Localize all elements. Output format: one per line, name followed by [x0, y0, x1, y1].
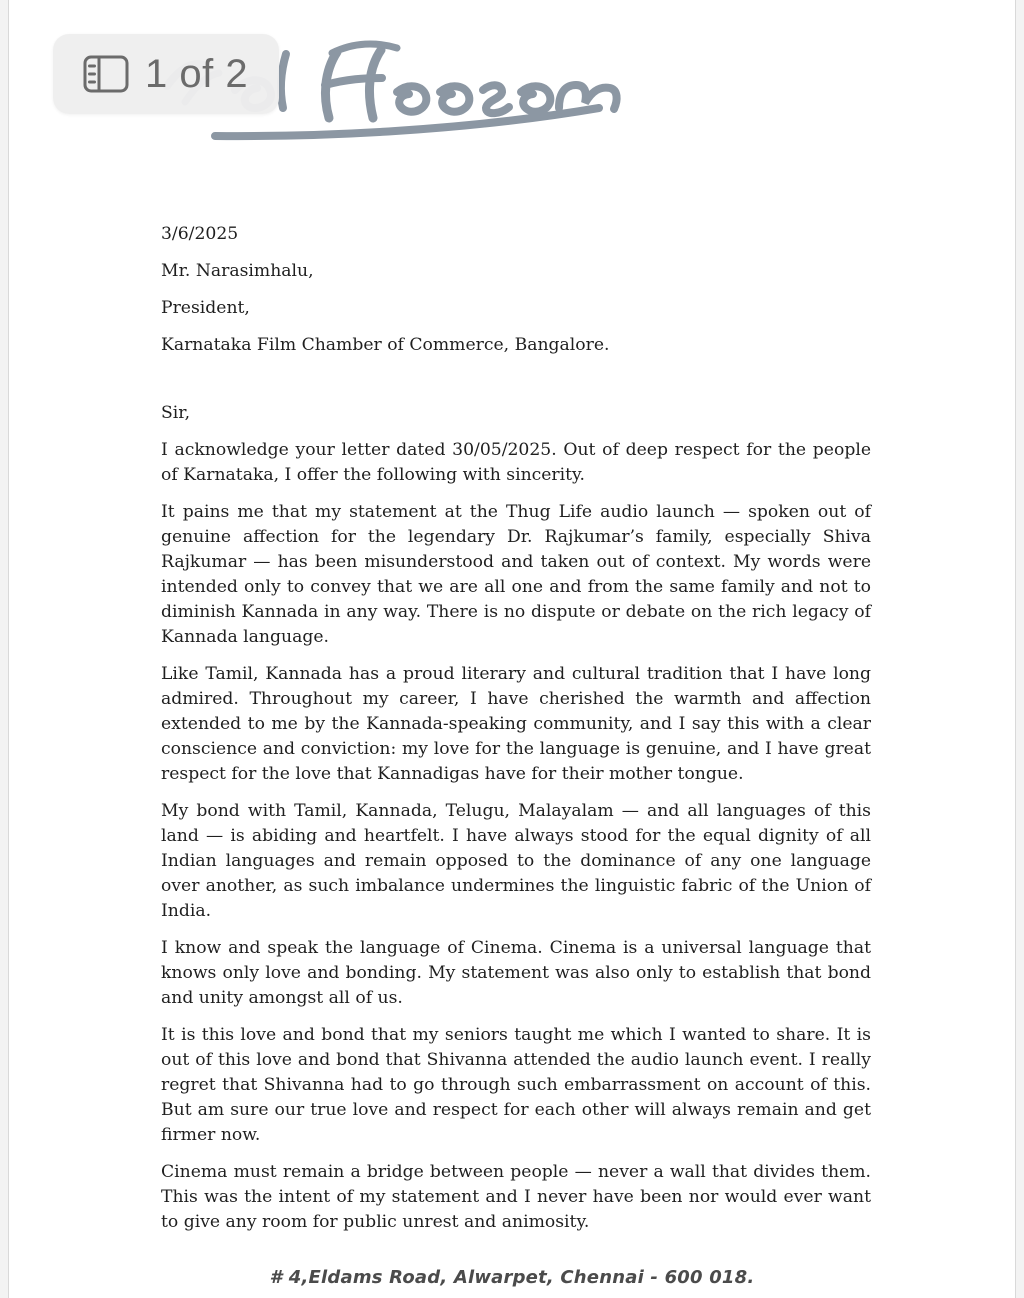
recipient-name: Mr. Narasimhalu, [161, 261, 314, 281]
paragraph-4: My bond with Tamil, Kannada, Telugu, Malayalam — and all languages of this land — is abiding and heartfelt. I have always stood for the equal dignity of all Indian languages and remain opposed to the dominance of any one language over another, as such imbalance undermines the linguistic fabric of the Union of India. [161, 801, 871, 921]
paragraph-2: It pains me that my statement at the Thug Life audio launch — spoken out of genuine affection for the legendary Dr. Rajkumar’s family, especially Shiva Rajkumar — has been misunderstood and taken out of context. My words were intended only to convey that we are all one and from the same family and not to diminish Kannada in any way. There is no dispute or debate on the rich legacy of Kannada language. [161, 502, 871, 647]
page-count-label: 1 of 2 [145, 52, 249, 96]
paragraph-7: Cinema must remain a bridge between people — never a wall that divides them. This was the intent of my statement and I never have been nor would ever want to give any room for public unrest and animosity. [161, 1162, 871, 1232]
recipient-title: President, [161, 298, 250, 318]
page-indicator-button[interactable] [53, 34, 279, 114]
sidebar-icon[interactable] [83, 55, 129, 93]
paragraph-3: Like Tamil, Kannada has a proud literary and cultural tradition that I have long admired. Throughout my career, I have cherished the warmth and affection extended to me by the Kannada-speaking community, and I say this with a clear conscience and conviction: my love for the language is genuine, and I have great respect for the love that Kannadigas have for their mother tongue. [161, 664, 871, 784]
paragraph-1: I acknowledge your letter dated 30/05/2025. Out of deep respect for the people of Karnataka, I offer the following with sincerity. [161, 440, 871, 485]
recipient-organization: Karnataka Film Chamber of Commerce, Bangalore. [161, 335, 610, 355]
letter-body [161, 222, 871, 1247]
paragraph-5: I know and speak the language of Cinema. Cinema is a universal language that knows only love and bonding. My statement was also only to establish that bond and unity amongst all of us. [161, 938, 871, 1008]
letter-date: 3/6/2025 [161, 224, 239, 244]
footer-address: # 4,Eldams Road, Alwarpet, Chennai - 600 018. [269, 1267, 755, 1288]
salutation: Sir, [161, 403, 191, 423]
paragraph-6: It is this love and bond that my seniors taught me which I wanted to share. It is out of this love and bond that Shivanna attended the audio launch event. I really regret that Shivanna had to go through such embarrassment on account of this. But am sure our true love and respect for each other will always remain and get firmer now. [161, 1025, 871, 1145]
letter-page [8, 0, 1016, 1298]
